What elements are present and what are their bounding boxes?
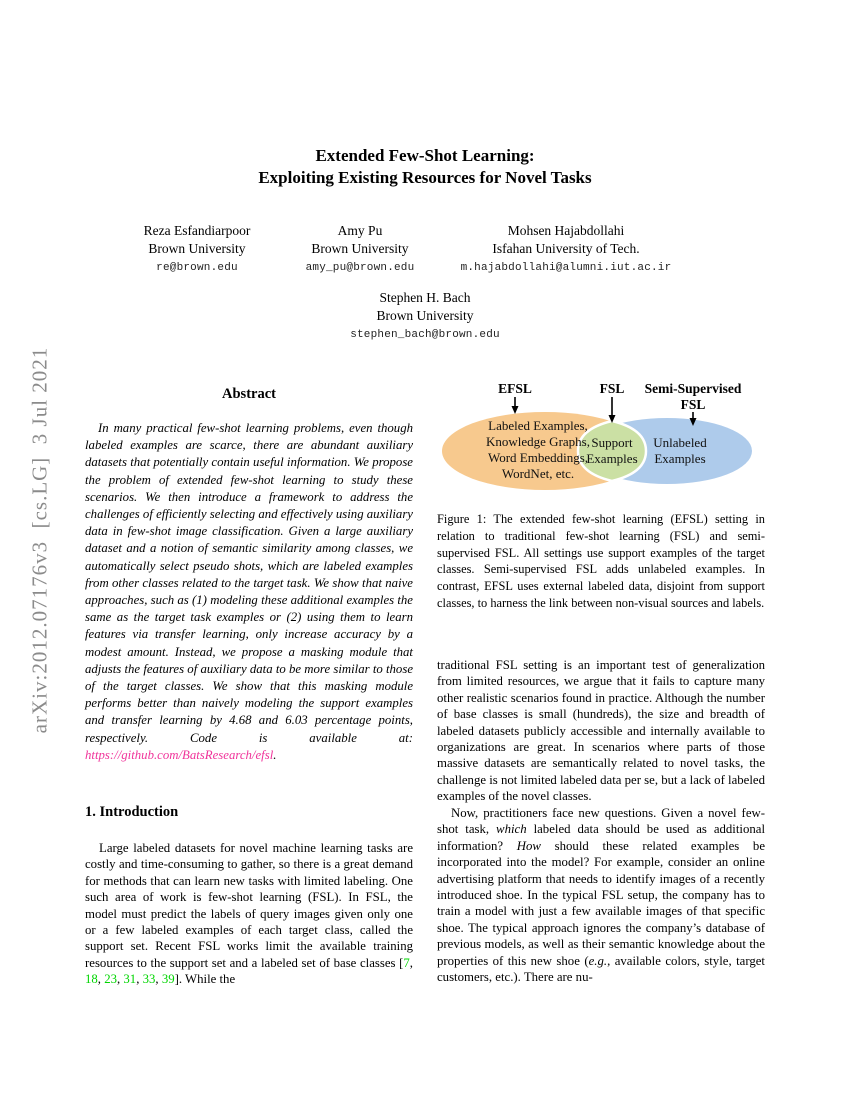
- text-segment: ,: [155, 972, 162, 987]
- abstract-text: [85, 420, 413, 764]
- text-segment: ,: [136, 972, 143, 987]
- figure1-venn-diagram: [435, 378, 767, 502]
- text-segment: labeled data should be used as additional information?: [437, 822, 766, 853]
- body-paragraph: [437, 805, 765, 985]
- text-segment: Large labeled datasets for novel machine learning tasks are costly and time-consuming to gather, so there is a great demand for methods that can learn new tasks with limited labeling. One such area of work is few-shot learning (FSL). In FSL, the model must predict the labels of query images given only one or a few labeled examples of each target class, called the support set. Recent FSL works limit the available training resources to the support set and a labeled set of base classes [: [85, 841, 413, 970]
- svg-text:WordNet, etc.: WordNet, etc.: [501, 466, 575, 481]
- text-segment: How: [516, 838, 541, 853]
- text-segment: should these related examples be incorporated into the model? For example, consider an online advertising platform that needs to identify images of a recently introduced shoe. In the typical FSL setup, the company has to train a model with just a few available images of that specific shoe. The typical approach ignores the company’s database of previous models, as well as their semantic knowledge about the properties of this new shoe (: [437, 838, 765, 968]
- text-segment: , available colors, style, target customers, etc.). There are nu-: [437, 953, 765, 985]
- text-segment: e.g.: [588, 953, 608, 968]
- author-email: m.hajabdollahi@alumni.iut.ac.ir: [460, 262, 672, 274]
- url-link[interactable]: https://github.com/BatsResearch/efsl: [85, 747, 274, 762]
- paper-title-line2: Exploiting Existing Resources for Novel Tasks: [258, 168, 592, 187]
- svg-text:Examples: Examples: [654, 451, 706, 466]
- abstract-heading: Abstract: [222, 386, 276, 402]
- author-block: [461, 222, 672, 274]
- text-segment: ]. While the: [174, 972, 236, 987]
- fsl-down-arrow-icon: [609, 397, 616, 423]
- author-email: amy_pu@brown.edu: [305, 262, 415, 274]
- author-affiliation: Brown University: [311, 241, 409, 256]
- author-email: stephen_bach@brown.edu: [350, 329, 500, 341]
- citation-link[interactable]: 33: [142, 972, 156, 987]
- author-block: [144, 222, 251, 274]
- citation-link[interactable]: 39: [161, 972, 175, 987]
- citation-link[interactable]: 18: [85, 972, 98, 987]
- section-heading-introduction: 1. Introduction: [85, 804, 179, 820]
- author-affiliation: Brown University: [376, 308, 474, 323]
- intro-paragraph: [85, 840, 413, 988]
- ssfsl-label-line2: FSL: [680, 397, 706, 412]
- citation-link[interactable]: 23: [104, 972, 117, 987]
- text-segment: ,: [97, 972, 105, 987]
- efsl-down-arrow-icon: [512, 397, 519, 414]
- text-segment: ,: [117, 972, 124, 987]
- body-paragraph: traditional FSL setting is an important test of generalization from limited resources, we argue that it fails to capture many other realistic scenarios found in practice. Although the number of base classes is small (hundreds), the size and breadth of labeled datasets publicly accessible and internally available to organizations are great. In scenarios where parts of those massive datasets are semantically related to novel tasks, the challenge is not limited labeled data per se, but a lack of labeled examples of the novel classes.: [437, 658, 765, 804]
- svg-text:Unlabeled: Unlabeled: [653, 435, 707, 450]
- svg-text:Support: Support: [591, 435, 633, 450]
- author-name: Amy Pu: [337, 223, 383, 238]
- author-block: [350, 289, 500, 341]
- paper-title: [0, 145, 850, 189]
- ssfsl-region-text: [653, 435, 707, 466]
- svg-text:Knowledge Graphs,: Knowledge Graphs,: [486, 434, 590, 449]
- paper-title-line1: Extended Few-Shot Learning:: [315, 146, 535, 165]
- author-affiliation: Brown University: [148, 241, 246, 256]
- author-name: Stephen H. Bach: [379, 290, 471, 305]
- author-name: Reza Esfandiarpoor: [143, 223, 251, 238]
- text-segment: Now, practitioners face new questions. Given a novel few-shot task,: [437, 806, 765, 837]
- arxiv-watermark: arXiv:2012.07176v3 [cs.LG] 3 Jul 2021: [27, 346, 52, 734]
- text-segment: which: [496, 822, 527, 837]
- text-segment: In many practical few-shot learning problems, even though labeled examples are scarce, there are abundant auxiliary datasets that potentially contain useful information. We propose the problem of extended few-shot learning to study these scenarios. We then introduce a framework to address the challenges of efficiently selecting and effectively using auxiliary data in few-shot image classification. Given a large auxiliary dataset and a notion of semantic similarity among classes, we automatically select pseudo shots, which are labeled examples from other classes related to the target task. We show that naive approaches, such as (1) modeling these additional examples the same as the target task examples or (2) using them to learn features via transfer learning, only increase accuracy by a modest amount. Instead, we propose a masking module that adjusts the features of auxiliary data to be more similar to those of the target classes. We show that this masking module performs better than naively modeling the support examples and transfer learning by 4.68 and 6.03 percentage points, respectively. Code is available at:: [85, 421, 413, 745]
- svg-text:Labeled Examples,: Labeled Examples,: [488, 418, 588, 433]
- ssfsl-label: Semi-Supervised: [644, 381, 742, 396]
- efsl-label: EFSL: [498, 381, 532, 396]
- author-email: re@brown.edu: [156, 262, 238, 274]
- text-segment: .: [273, 747, 277, 762]
- author-name: Mohsen Hajabdollahi: [507, 223, 625, 238]
- svg-text:Examples: Examples: [586, 451, 638, 466]
- figure1-caption: Figure 1: The extended few-shot learning (EFSL) setting in relation to traditional few-shot learning (FSL) and semi-supervised FSL. All settings use support examples of the target classes. Semi-supervised FSL adds unlabeled examples. In contrast, EFSL uses external labeled data, disjoint from support classes, to harness the link between non-visual sources and labels.: [437, 512, 765, 610]
- fsl-region-text: [586, 435, 637, 466]
- fsl-label: FSL: [599, 381, 625, 396]
- citation-link[interactable]: 7: [403, 955, 410, 970]
- citation-link[interactable]: 31: [123, 972, 137, 987]
- author-block: [306, 222, 415, 274]
- author-affiliation: Isfahan University of Tech.: [492, 241, 640, 256]
- svg-text:Word Embeddings,: Word Embeddings,: [487, 450, 589, 465]
- text-segment: ,: [409, 955, 413, 970]
